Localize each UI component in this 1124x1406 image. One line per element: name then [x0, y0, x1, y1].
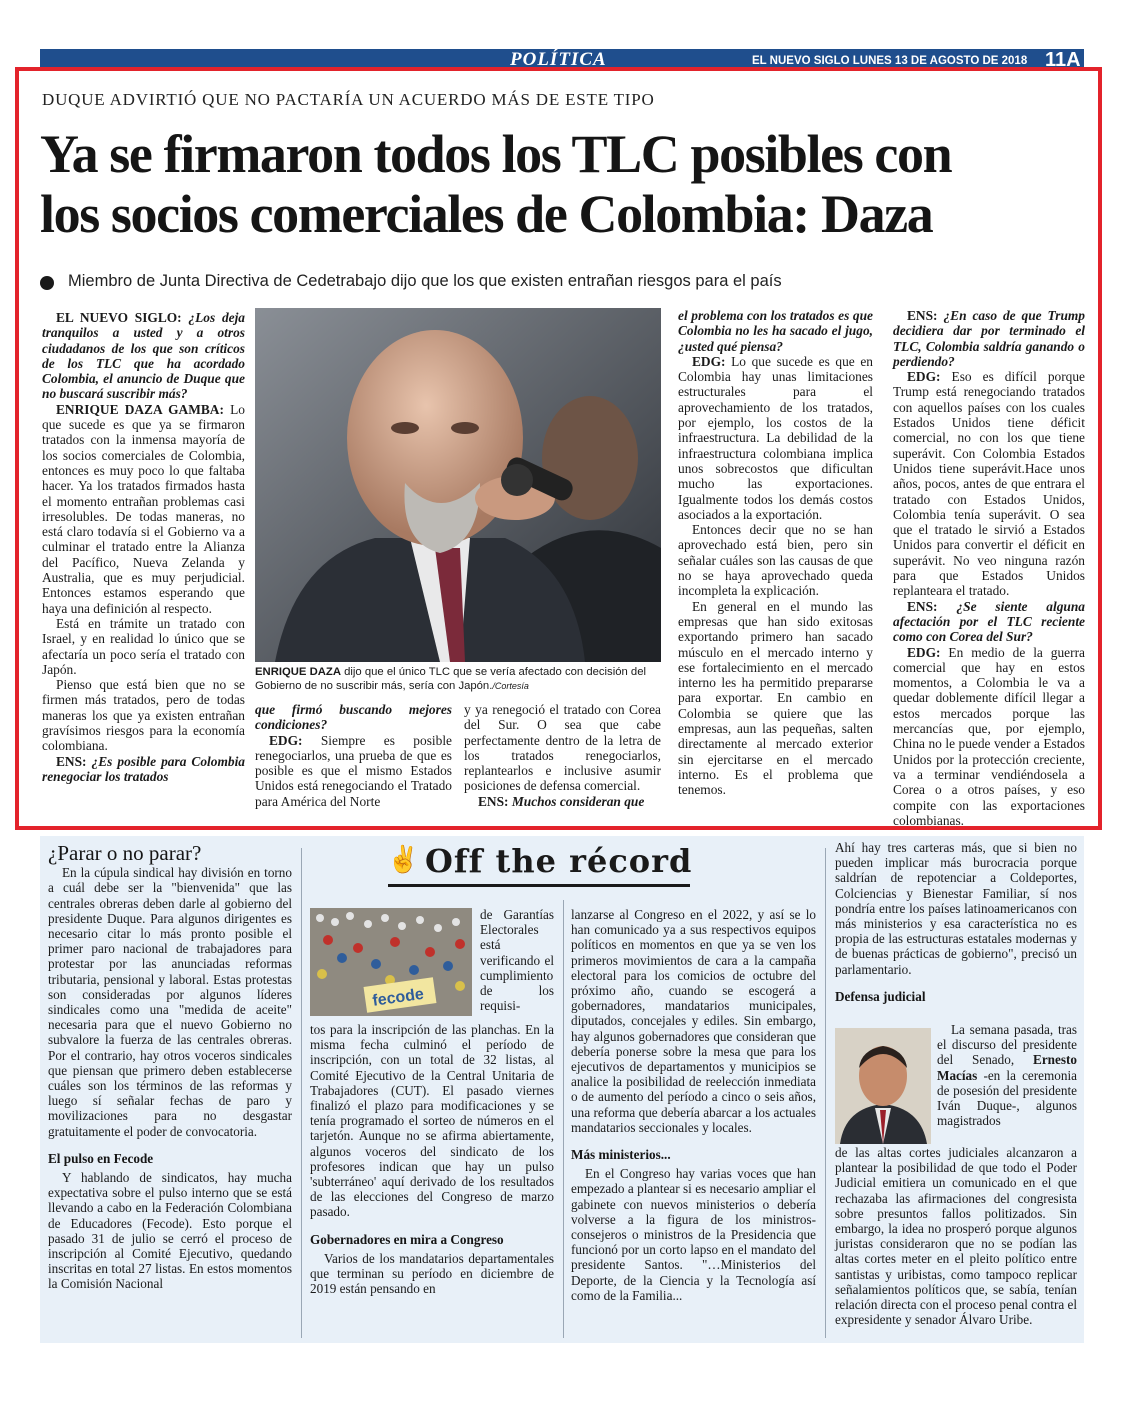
paragraph: de Garantías Electorales está verificando el cumplimiento de los requisi- [480, 907, 554, 1014]
interviewee-label: EDG: [907, 369, 941, 385]
question-text: ¿Se siente alguna afectación por el TLC reciente como con Corea del Sur? [893, 598, 1086, 645]
paragraph: Está en trámite un tratado con Israel, y en realidad lo único que se afectaría un poco sería el tratado con Japón. [42, 615, 245, 677]
paper-date-line: EL NUEVO SIGLO LUNES 13 DE AGOSTO DE 2018 [752, 55, 1028, 67]
paragraph: En general en el mundo las empresas que han sido exitosas exportando primero han sacado músculo en el mercado interno y ese fortalecimiento en el mercado interno les ha permitido prepararse para exportar. En cambio en Colombia se quiere que las empresas, aun las pequeñas, salten directamente al mercado exterior sin ejercitarse en el mercado interno. Es el problema que tenemos. [678, 598, 873, 798]
photo-credit: /Cortesía [492, 680, 529, 691]
person-name: Ernesto Macías [937, 1052, 1077, 1083]
question-text: el problema con los tratados es que Colombia no les ha sacado el jugo, ¿usted qué piensa? [678, 308, 873, 354]
paragraph: Y hablando de sindicatos, hay mucha expectativa sobre el pulso interno que se está llevando a cabo en la Federación Colombiana de Educadores (Fecode). Esto porque el pasado 31 de julio se cerró el proceso de inscripción al Comité Ejecutivo, quedando inscritas en total 27 listas. En estos momentos la Comisión Nacional [48, 1170, 292, 1292]
photo-caption [255, 666, 661, 693]
article-column-2b [464, 702, 661, 809]
paragraph: lanzarse al Congreso en el 2022, y así se lo han comunicado ya a sus respectivos equipos políticos en momentos en que ya se ven los primeros movimientos de cara a la campaña electoral para los comicios de octubre del próximo año, cuando se escogerá a gobernadores, mandatarios municipales, diputados, concejales y ediles. Sin embargo, hay algunos gobernadores que consideran que debería ponerse sobre la mesa que para los ejecutivos de departamentos y municipios se analice la posibilidad de reelección inmediata o de aumento del período a cinco o seis años, una reforma que debería abarcar a los actuales mandatarios seccionales y locales. [571, 907, 816, 1135]
title-rule [388, 884, 690, 887]
paragraph: En el Congreso hay varias voces que han empezado a plantear si es necesario ampliar el gabinete con nuevos ministerios o debería volverse a la figura de los ministros-consejeros o ministros de la Presidencia que funcionó por un corto lapso en el mandato del presidente Santos. "…Ministerios del Deporte, de la Ciencia y la Tecnología así como de la Familia... [571, 1166, 816, 1303]
answer-text: En medio de la guerra comercial que hay en estos momentos, a Colombia le va a quedar doblemente difícil llegar a estos mercados porque las mercancías que, por ejemplo, China no le puede vender a Estados Unidos por la protección creciente, va a terminar vendiéndosela a Corea o a otros países, y eso compite con las exportaciones colombianas. [893, 644, 1085, 828]
answer-text: y ya renegoció el tratado con Corea del Sur. O sea que cabe perfectamente dentro de la letra de los tratados renegociarlos, replantearlos e inclusive asumir posiciones de defensa comercial. [464, 702, 661, 794]
interviewee-label: EDG: [692, 353, 726, 369]
headline-line-2: los socios comerciales de Colombia: Daza [40, 184, 933, 244]
subhead: Gobernadores en mira a Congreso [310, 1231, 504, 1247]
column-divider [825, 848, 826, 1338]
subhead: ¿Parar o no parar? [48, 841, 202, 865]
caption-name: ENRIQUE DAZA [255, 666, 341, 678]
article-column-1 [42, 310, 245, 784]
answer-text: Lo que sucede es que en Colombia hay unas limitaciones estructurales para el aprovechamiento de los tratados, por ejemplo, los costos de la infraestructura. La debilidad de la infraestructura colombiana implica unos sobrecostos que dificultan mucho las exportaciones. Igualmente todos los demás costos asociados a la exportación. [678, 353, 873, 522]
victory-hand-icon: ✌ [387, 845, 420, 874]
subhead: El pulso en Fecode [48, 1150, 154, 1166]
off-column-2-top [480, 907, 554, 1013]
paragraph: de las altas cortes judiciales alcanzaron a plantear la posibilidad de que todo el Poder Judicial emitiera un comunicado en el que rechazaba las afirmaciones del congresista sobre presuntos fallos politizados. Sin embargo, la idea no prosperó porque algunos juristas consideraron que no se podían las altas cortes meter en el pleito político entre santistas y uribistas, como tampoco replicar señalamientos políticos que, se sabía, tenían relación directa con el proceso penal contra el expresidente y senador Álvaro Uribe. [835, 1145, 1078, 1328]
subhead: Más ministerios... [571, 1147, 671, 1163]
bullet-icon [40, 276, 54, 290]
off-column-4 [835, 840, 1077, 1004]
question-text: ¿En caso de que Trump decidiera dar por terminado el TLC, Colombia saldría ganando o perdiendo? [893, 308, 1086, 369]
question-text: ¿Es posible para Colombia renegociar los tratados [42, 753, 246, 784]
answer-text: Eso es difícil porque Trump está renegociando tratados con aquellos países con los cuales Estados Unidos tiene déficit comercial, no con los que tiene superávit. Con Colombia Estados Unidos tiene superávit.Hace unos años, pocos, antes de que entrara el tratado con Estados Unidos, Colombia tenía superávit. O sea que el tratado le sirvió a Estados Unidos para convertir el déficit en superávit. No veo ninguna razón para que Estados Unidos replanteara el tratado. [893, 369, 1085, 599]
interviewee-label: ENRIQUE DAZA GAMBA: [56, 401, 224, 417]
column-divider [301, 848, 302, 1338]
answer-text: Siempre es posible renegociarlos, una prueba de que es posible es que el mismo Estados Unidos está renegociando el Tratado para América del Norte [255, 732, 452, 809]
article-column-2a [255, 702, 452, 809]
article-kicker: DUQUE ADVIRTIÓ QUE NO PACTARÍA UN ACUERDO MÁS DE ESTE TIPO [42, 90, 655, 109]
question-text: ¿Los deja tranquilos a usted y a otros ciudadanos de los que son críticos de los TLC que ha acordado Colombia, el anuncio de Duque que no buscará suscribir más? [42, 310, 245, 402]
paragraph: La semana pasada, tras el discurso del presidente del Senado, [937, 1022, 1077, 1068]
interviewee-label: EDG: [907, 644, 941, 660]
off-column-1 [48, 841, 292, 1292]
interviewer-label: ENS: [56, 753, 92, 769]
interviewer-label: EL NUEVO SIGLO: [56, 310, 189, 325]
off-column-4-bottom [835, 1145, 1077, 1327]
interviewer-label: ENS: [907, 598, 957, 614]
fecode-sign-text: fecode [371, 985, 425, 1010]
answer-text: Lo que sucede es que ya se firmaron tratados con la inmensa mayoría de los socios comerciales de Colombia, entonces es muy poco lo que faltaba hacer. Ya los tratados firmados hasta el momento entrañan problemas casi irresolubles. De todas maneras, no está claro todavía si el Gobierno va a culminar el tratado entre la Alianza del Pacífico, Nueva Zelanda y Australia, que es muy perjudicial. Entonces estamos esperando que haya una definición al respecto. [42, 401, 245, 616]
off-column-4-inset [937, 1022, 1077, 1128]
column-divider [563, 900, 564, 1338]
off-the-record-title: Off the récord [425, 842, 693, 880]
page-number: 11A [1045, 49, 1081, 71]
ernesto-macias-photo [835, 1028, 931, 1144]
paragraph: tos para la inscripción de las planchas. En la misma fecha culminó el período de inscripción, con un total de 32 listas, al Comité Ejecutivo de la Central Unitaria de Trabajadores (CUT). El pasado viernes finalizó el plazo para modificaciones y se tenía programado el sorteo de números en el tarjetón. Aunque no se afirma abiertamente, algunos voceros del sindicato de los profesores indican que hay un pulso 'subterráneo' aquí derivado de los resultados de las elecciones del Congreso de marzo pasado. [310, 1022, 554, 1220]
paragraph: En la cúpula sindical hay división en torno a cuál debe ser la "bienvenida" que las centrales obreras deben darle al gobierno del presidente Duque. Para algunos dirigentes es necesario citar lo más pronto posible el primer paro nacional de trabajadores para protestar por las anunciadas reformas tributaria, pensional y laboral. Estas protestas son consideradas por algunos líderes sindicales como una "medida de aceite" necesaria para que el nuevo Gobierno no subvalore la fuerza de las centrales obreras. Por el contrario, hay otros voceros sindicales que piensan que primero deben establecerse cuáles son los términos de las reformas y luego sí señalar fechas de paro y movilizaciones para no desgastar gratuitamente el poder de convocatoria. [48, 865, 292, 1139]
article-photo [255, 308, 661, 662]
subhead: Defensa judicial [835, 988, 926, 1004]
paragraph: Pienso que está bien que no se firmen más tratados, pero de todas maneras los que ya existen entrañan gravísimos riesgos para la economía colombiana. [42, 677, 245, 754]
interviewer-label: ENS: [907, 308, 944, 323]
fecode-march-photo [310, 908, 472, 1016]
question-text: Muchos consideran que [511, 793, 645, 809]
paragraph: Varios de los mandatarios departamentales que terminan su período en diciembre de 2019 están pensando en [310, 1250, 554, 1297]
article-column-4 [893, 308, 1085, 828]
off-column-2 [310, 1022, 554, 1296]
article-headline [40, 124, 1090, 244]
question-text: que firmó buscando mejores condiciones? [255, 702, 452, 733]
interviewee-label: EDG: [269, 732, 303, 748]
headline-line-1: Ya se firmaron todos los TLC posibles con [40, 124, 952, 184]
off-column-3 [571, 907, 816, 1303]
article-summary: Miembro de Junta Directiva de Cedetrabajo dijo que los que existen entrañan riesgos para el país [68, 272, 782, 290]
paragraph: Ahí hay tres carteras más, que si bien no pueden implicar más burocracia porque saldrían de repotenciar a Coldeportes, Colciencias y Bienestar Familiar, sí nos pondría entre los países latinoamericanos con más ministerios y esa característica no es propia de las estructuras estatales modernas y de buenas prácticas de gobierno", precisó un parlamentario. [835, 840, 1077, 977]
interviewer-label: ENS: [478, 793, 512, 809]
article-column-3 [678, 308, 873, 798]
paragraph: Entonces decir que no se han aprovechado está bien, pero sin señalar cuáles son las causas de que no se haya aprovechado queda incompleta la explicación. [678, 522, 873, 599]
paragraph: -en la ceremonia de posesión del presidente Iván Duque-, algunos magistrados [937, 1067, 1077, 1129]
section-name: POLÍTICA [510, 49, 607, 70]
caption-text: dijo que el único TLC que se vería afectado con decisión del Gobierno de no suscribir más, sería con Japón. [255, 666, 646, 692]
